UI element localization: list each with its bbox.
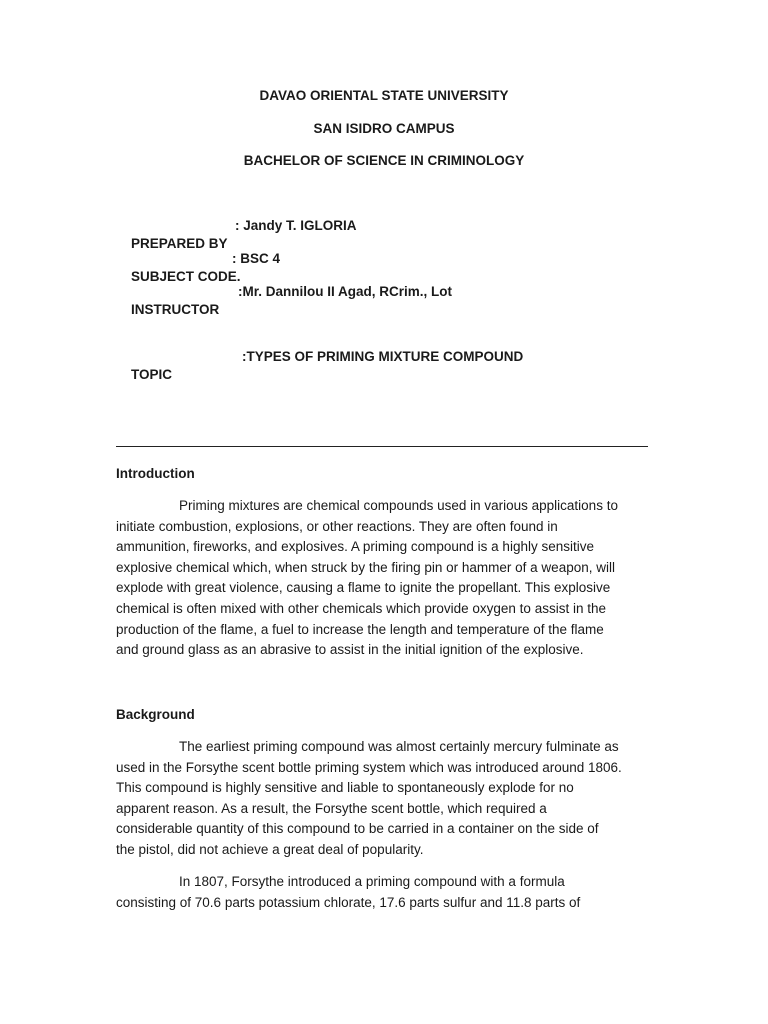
university-name: DAVAO ORIENTAL STATE UNIVERSITY	[259, 88, 509, 103]
background-paragraph-1	[116, 737, 656, 861]
paragraph-line: The earliest priming compound was almost certainly mercury fulminate as	[179, 739, 619, 754]
paragraph-line: explode with great violence, causing a flame to ignite the propellant. This explosive	[116, 580, 611, 596]
subject-code-label: SUBJECT CODE.	[131, 269, 241, 284]
paragraph-line: initiate combustion, explosions, or other reactions. They are often found in	[116, 518, 558, 534]
paragraph-line: ammunition, fireworks, and explosives. A priming compound is a highly sensitive	[116, 539, 594, 555]
subject-code-value: : BSC 4	[232, 251, 281, 266]
prepared-by-label: PREPARED BY	[131, 236, 228, 251]
paragraph-line: Priming mixtures are chemical compounds used in various applications to	[179, 498, 618, 513]
paragraph-line: apparent reason. As a result, the Forsythe scent bottle, which required a	[116, 800, 547, 816]
topic-row	[116, 348, 524, 420]
instructor-row	[116, 283, 452, 355]
paragraph-line: chemical is often mixed with other chemicals which provide oxygen to assist in the	[116, 600, 606, 616]
paragraph-line: consisting of 70.6 parts potassium chlorate, 17.6 parts sulfur and 11.8 parts of	[116, 894, 581, 910]
instructor-label: INSTRUCTOR	[131, 302, 220, 317]
program-name: BACHELOR OF SCIENCE IN CRIMINOLOGY	[243, 153, 525, 168]
background-heading: Background	[116, 707, 195, 722]
introduction-paragraph	[116, 496, 656, 661]
instructor-value: :Mr. Dannilou II Agad, RCrim., Lot	[238, 284, 452, 299]
paragraph-line: the pistol, did not achieve a great deal of popularity.	[116, 841, 424, 857]
horizontal-divider	[116, 446, 648, 447]
topic-value: :TYPES OF PRIMING MIXTURE COMPOUND	[242, 349, 524, 364]
topic-label: TOPIC	[131, 367, 173, 382]
paragraph-line: production of the flame, a fuel to increase the length and temperature of the flame	[116, 621, 604, 637]
introduction-heading: Introduction	[116, 466, 195, 481]
campus-name: SAN ISIDRO CAMPUS	[313, 121, 455, 136]
background-paragraph-2	[116, 872, 656, 913]
paragraph-line: explosive chemical which, when struck by the firing pin or hammer of a weapon, will	[116, 559, 615, 575]
paragraph-line: This compound is highly sensitive and liable to spontaneously explode for no	[116, 780, 574, 796]
paragraph-line: considerable quantity of this compound to be carried in a container on the side of	[116, 821, 599, 837]
prepared-by-value: : Jandy T. IGLORIA	[235, 218, 357, 233]
paragraph-line: used in the Forsythe scent bottle priming system which was introduced around 1806.	[116, 759, 622, 775]
paragraph-line: In 1807, Forsythe introduced a priming compound with a formula	[179, 874, 565, 889]
paragraph-line: and ground glass as an abrasive to assist in the initial ignition of the explosive.	[116, 642, 584, 658]
